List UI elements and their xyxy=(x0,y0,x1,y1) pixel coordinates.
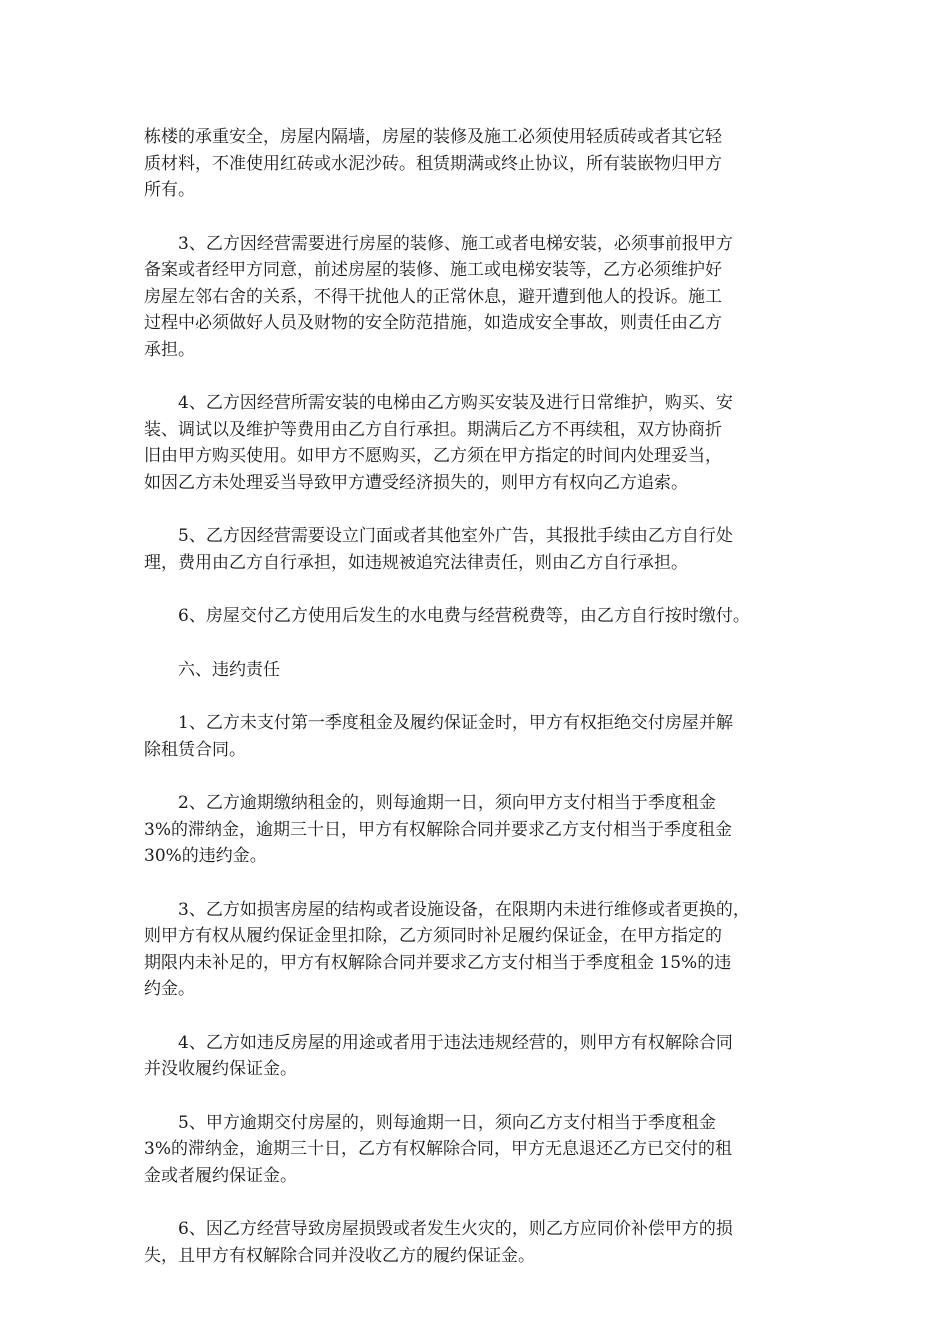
text-line: 过程中必须做好人员及财物的安全防范措施，如造成安全事故，则责任由乙方 xyxy=(144,313,722,333)
text-line: 备案或者经甲方同意，前述房屋的装修、施工或电梯安装等，乙方必须维护好 xyxy=(144,260,722,280)
paragraph-clause-4 xyxy=(144,390,824,496)
text-line: 约金。 xyxy=(144,979,195,999)
paragraph-breach-5 xyxy=(144,1110,824,1190)
text-line: 3%的滞纳金，逾期三十日，甲方有权解除合同并要求乙方支付相当于季度租金 xyxy=(144,819,732,840)
text-line: 金或者履约保证金。 xyxy=(144,1165,297,1186)
text-line: 栋楼的承重安全，房屋内隔墙，房屋的装修及施工必须使用轻质砖或者其它轻 xyxy=(144,127,722,147)
text-line: 4、乙方如违反房屋的用途或者用于违法违规经营的，则甲方有权解除合同 xyxy=(178,1032,733,1053)
text-line: 除租赁合同。 xyxy=(144,739,246,760)
text-line: 失，且甲方有权解除合同并没收乙方的履约保证金。 xyxy=(144,1245,535,1266)
text-line: 并没收履约保证金。 xyxy=(144,1059,297,1079)
paragraph-clause-5 xyxy=(144,523,824,576)
text-line: 如因乙方未处理妥当导致甲方遭受经济损失的，则甲方有权向乙方追索。 xyxy=(144,472,688,493)
paragraph-breach-2 xyxy=(144,790,824,870)
text-line: 3、乙方如损害房屋的结构或者设施设备，在限期内未进行维修或者更换的， xyxy=(178,899,750,920)
text-line: 4、乙方因经营所需安装的电梯由乙方购买安装及进行日常维护，购买、安 xyxy=(178,393,733,413)
text-line: 1、乙方未支付第一季度租金及履约保证金时，甲方有权拒绝交付房屋并解 xyxy=(178,713,733,733)
text-line: 则甲方有权从履约保证金里扣除，乙方须同时补足履约保证金，在甲方指定的 xyxy=(144,926,722,946)
text-line: 3、乙方因经营需要进行房屋的装修、施工或者电梯安装，必须事前报甲方 xyxy=(178,233,733,254)
text-line: 5、甲方逾期交付房屋的，则每逾期一日，须向乙方支付相当于季度租金 xyxy=(178,1112,716,1133)
paragraph-breach-3 xyxy=(144,897,824,1003)
text-line: 装、调试以及维护等费用由乙方自行承担。期满后乙方不再续租，双方协商折 xyxy=(144,419,722,440)
text-line: 所有。 xyxy=(144,180,195,200)
text-line: 6、因乙方经营导致房屋损毁或者发生火灾的，则乙方应同价补偿甲方的损 xyxy=(178,1219,733,1239)
paragraph-breach-4 xyxy=(144,1030,824,1083)
text-line: 质材料，不准使用红砖或水泥沙砖。租赁期满或终止协议，所有装嵌物归甲方 xyxy=(144,153,722,174)
paragraph-clause-6 xyxy=(144,603,824,630)
text-line: 理，费用由乙方自行承担，如违规被追究法律责任，则由乙方自行承担。 xyxy=(144,552,688,573)
paragraph-breach-1 xyxy=(144,710,824,763)
text-line: 5、乙方因经营需要设立门面或者其他室外广告，其报批手续由乙方自行处 xyxy=(178,526,733,546)
text-line: 2、乙方逾期缴纳租金的，则每逾期一日，须向甲方支付相当于季度租金 xyxy=(178,793,716,813)
paragraph-continuation xyxy=(144,124,824,204)
section-heading: 六、违约责任 xyxy=(178,659,280,680)
text-line: 旧由甲方购买使用。如甲方不愿购买，乙方须在甲方指定的时间内处理妥当， xyxy=(144,446,722,466)
paragraph-breach-6 xyxy=(144,1216,824,1269)
text-line: 房屋左邻右舍的关系，不得干扰他人的正常休息，避开遭到他人的投诉。施工 xyxy=(144,286,722,307)
text-line: 6、房屋交付乙方使用后发生的水电费与经营税费等，由乙方自行按时缴付。 xyxy=(178,606,750,626)
text-line: 承担。 xyxy=(144,339,195,360)
text-line: 3%的滞纳金，逾期三十日，乙方有权解除合同，甲方无息退还乙方已交付的租 xyxy=(144,1139,732,1159)
document-body xyxy=(144,124,824,1296)
text-line: 30%的违约金。 xyxy=(144,846,267,866)
section-heading-breach xyxy=(144,657,824,684)
paragraph-clause-3 xyxy=(144,231,824,364)
text-line: 期限内未补足的，甲方有权解除合同并要求乙方支付相当于季度租金 15%的违 xyxy=(144,952,732,973)
